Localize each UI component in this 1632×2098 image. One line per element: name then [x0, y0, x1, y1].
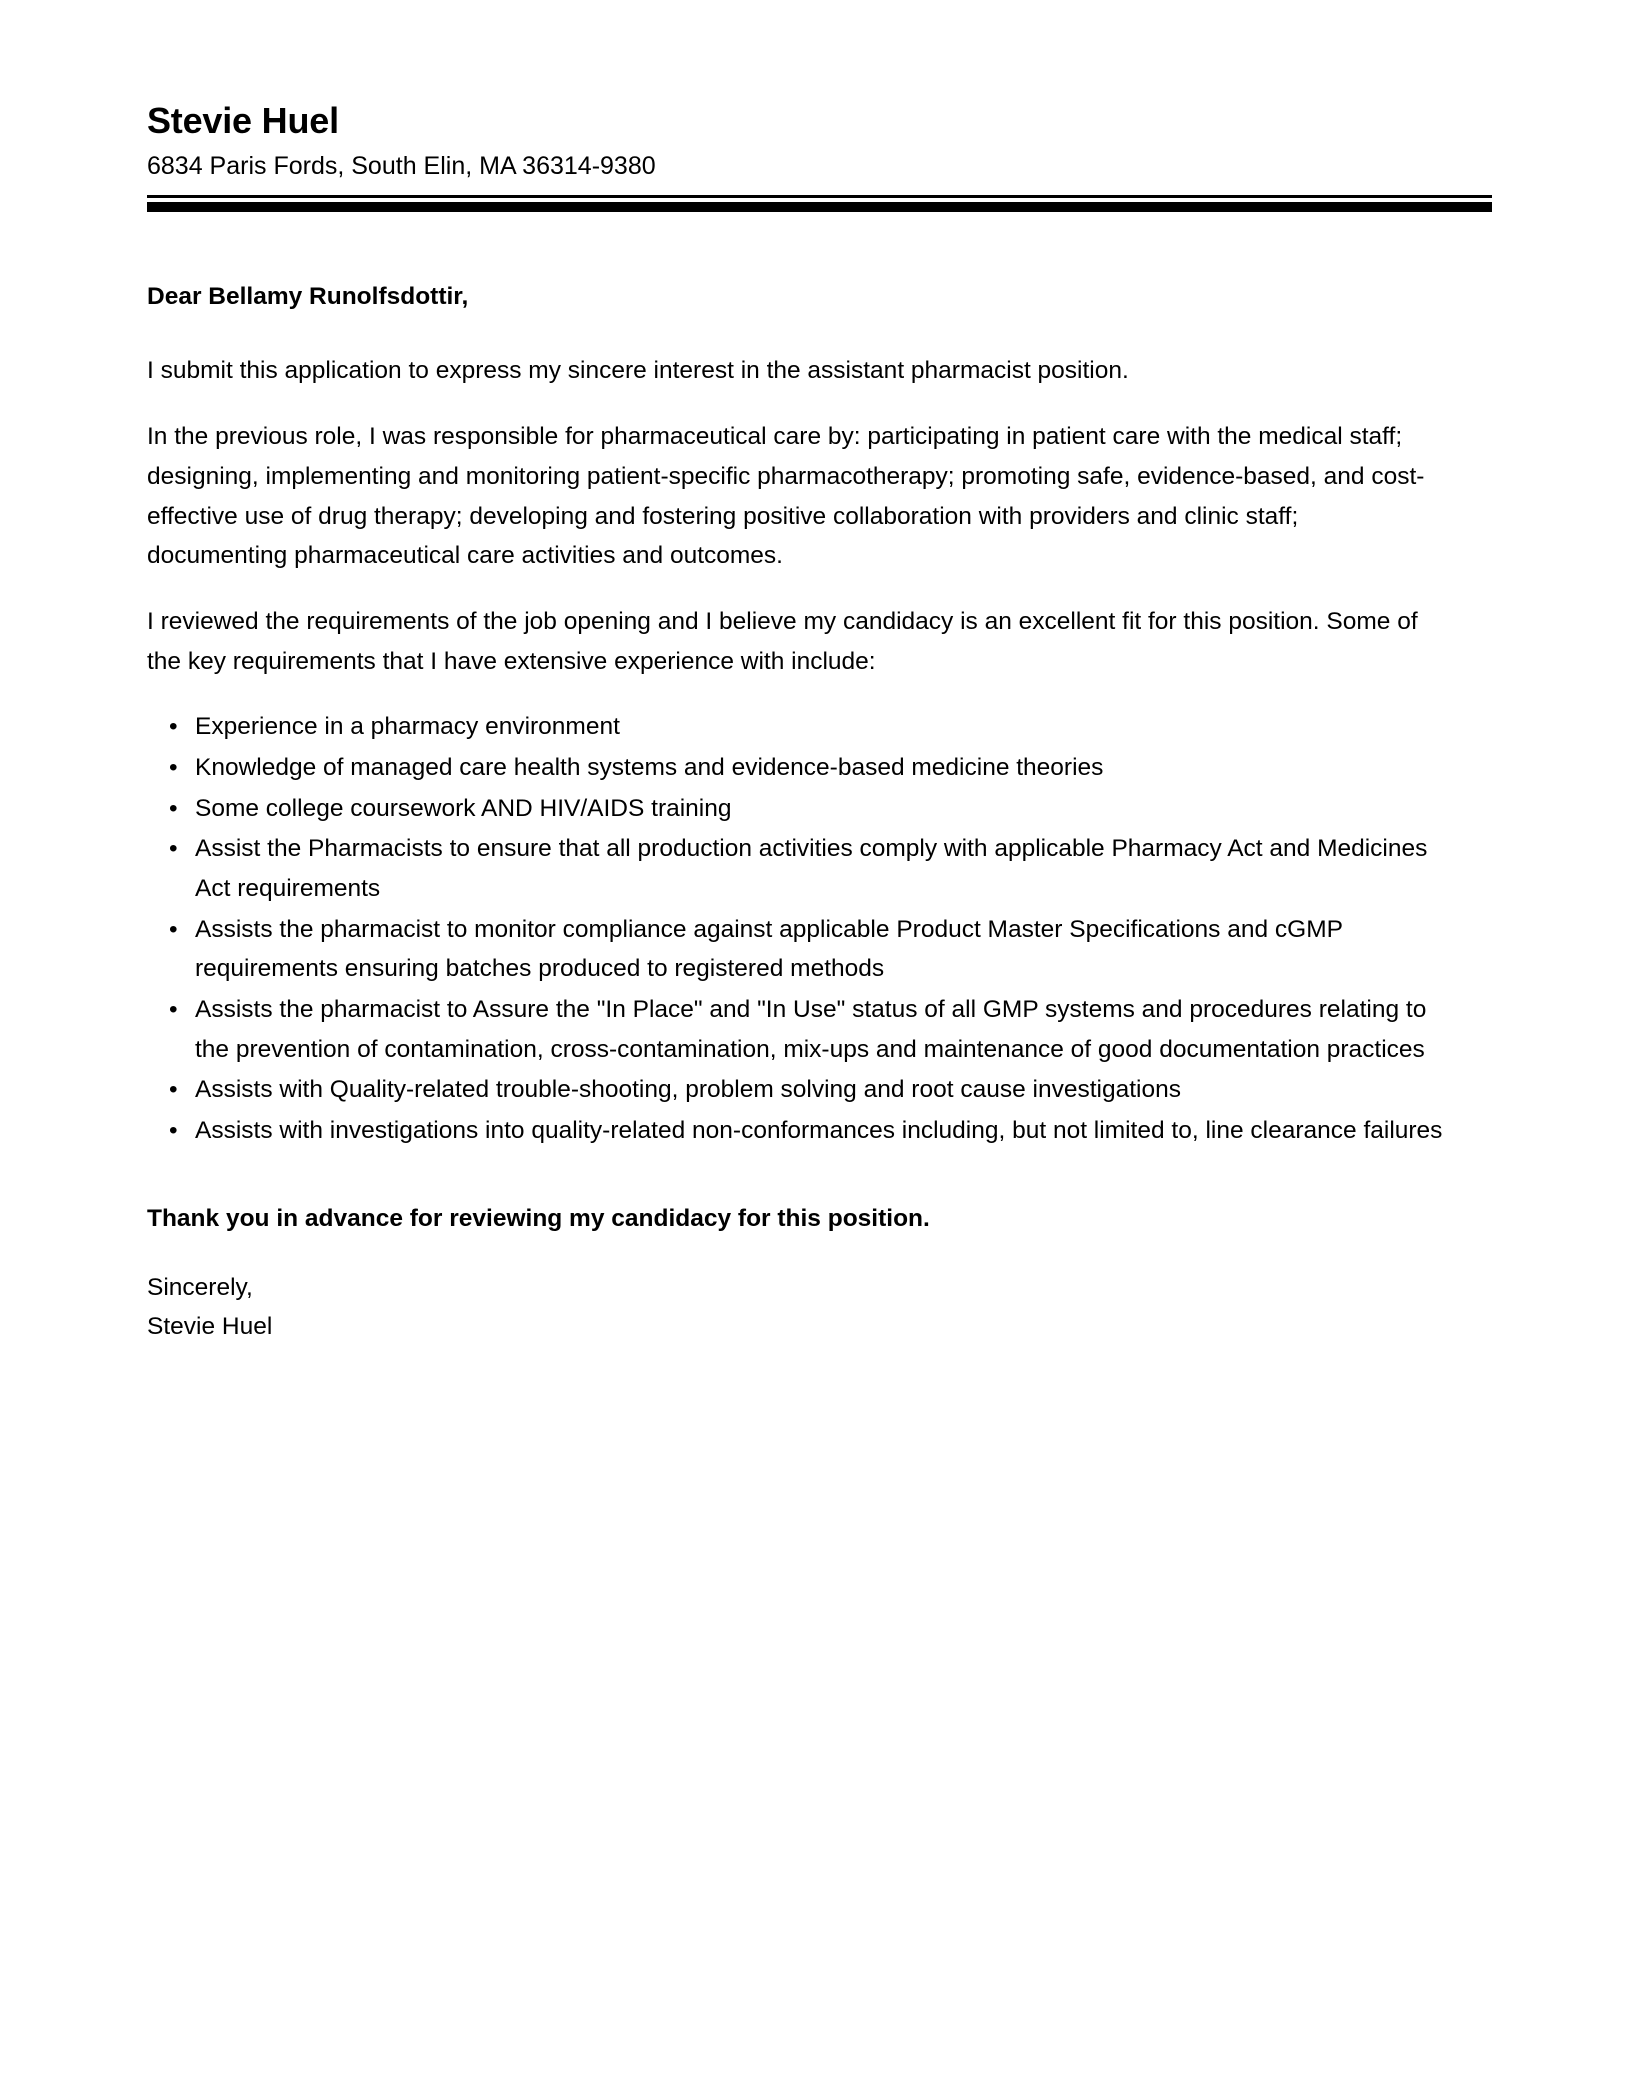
list-item	[147, 707, 1444, 747]
list-item-text: Knowledge of managed care health systems and evidence-based medicine theories	[195, 753, 1104, 781]
list-item	[147, 910, 1444, 989]
list-item-text: Some college coursework AND HIV/AIDS training	[195, 794, 732, 822]
bullet-icon: •	[169, 835, 178, 863]
list-item	[147, 1111, 1444, 1151]
divider-thick-line	[147, 202, 1492, 212]
bullet-icon: •	[169, 713, 178, 741]
list-item-text: Assists the pharmacist to monitor compliance against applicable Product Master Specifications and cGMP requirements ensuring batches produced to registered methods	[195, 915, 1343, 983]
list-item	[147, 748, 1444, 788]
list-item	[147, 789, 1444, 829]
bullet-icon: •	[169, 915, 178, 943]
list-item-text: Assists the pharmacist to Assure the "In Place" and "In Use" status of all GMP systems and procedures relating to the prevention of contamination, cross-contamination, mix-ups and maintenance of good documentation practices	[195, 996, 1427, 1063]
list-item-text: Assist the Pharmacists to ensure that all production activities comply with applicable Pharmacy Act and Medicines Act requirements	[195, 835, 1428, 903]
bullet-icon: •	[169, 794, 178, 822]
list-item	[147, 990, 1444, 1069]
bullet-icon: •	[169, 1117, 178, 1145]
bullet-icon: •	[169, 1076, 178, 1104]
salutation: Dear Bellamy Runolfsdottir,	[147, 283, 469, 311]
header-divider	[147, 195, 1492, 212]
paragraph-requirements-intro: I reviewed the requirements of the job opening and I believe my candidacy is an excellent fit for this position. Some of the key requirements that I have extensive experience with include:	[147, 607, 1418, 675]
requirements-list	[147, 707, 1444, 1151]
page-title: Stevie Huel	[147, 100, 339, 141]
letter-body	[147, 280, 1444, 1347]
closing-thanks: Thank you in advance for reviewing my candidacy for this position.	[147, 1204, 930, 1232]
address-line: 6834 Paris Fords, South Elin, MA 36314-9380	[147, 152, 656, 181]
paragraph-previous-role: In the previous role, I was responsible for pharmaceutical care by: participating in patient care with the medical staff; designing, implementing and monitoring patient-specific pharmacotherapy; promoting safe, evidence-based, and cost-effective use of drug therapy; developing and fostering positive collaboration with providers and clinic staff; documenting pharmaceutical care activities and outcomes.	[147, 423, 1425, 570]
list-item-text: Experience in a pharmacy environment	[195, 713, 620, 741]
list-item-text: Assists with Quality-related trouble-shooting, problem solving and root cause investigations	[195, 1076, 1181, 1104]
list-item	[147, 1070, 1444, 1110]
signature-name: Stevie Huel	[147, 1313, 273, 1341]
signoff: Sincerely,	[147, 1273, 253, 1301]
paragraph-intro: I submit this application to express my sincere interest in the assistant pharmacist position.	[147, 357, 1129, 385]
letterhead	[147, 100, 1492, 212]
list-item	[147, 829, 1444, 908]
bullet-icon: •	[169, 753, 178, 781]
list-item-text: Assists with investigations into quality-related non-conformances including, but not limited to, line clearance failures	[195, 1117, 1443, 1145]
bullet-icon: •	[169, 996, 178, 1024]
